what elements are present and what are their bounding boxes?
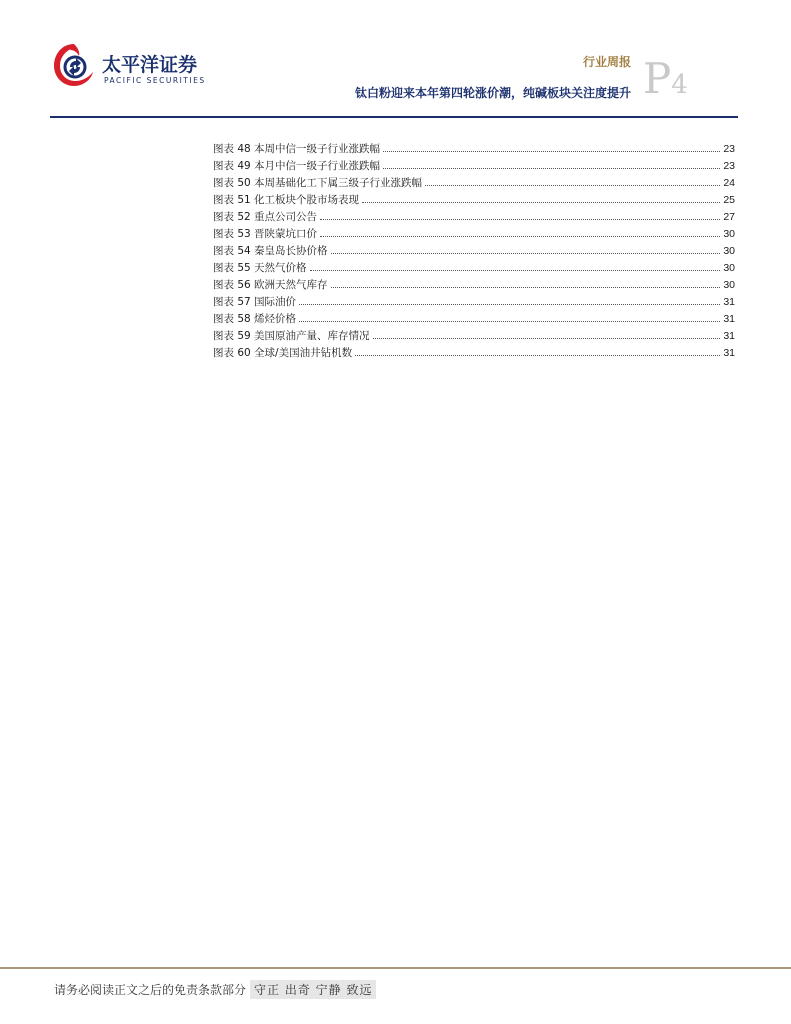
toc-entry[interactable] [213,226,735,243]
toc-entry-label: 图表 50 本周基础化工下属三级子行业涨跌幅 [213,177,423,189]
toc-entry-page: 31 [723,313,735,325]
toc-entry-page: 27 [723,211,735,223]
toc-entry-label: 图表 56 欧洲天然气库存 [213,279,328,291]
toc-entry-page: 23 [723,143,735,155]
disclaimer-text: 请务必阅读正文之后的免责条款部分 [54,983,247,997]
toc-dot-leader [331,244,721,254]
toc-entry-label: 图表 60 全球/美国油井钻机数 [213,347,353,359]
toc-entry-page: 31 [723,347,735,359]
toc-dot-leader [383,142,720,152]
toc-dot-leader [299,312,720,322]
toc-dot-leader [320,227,720,237]
toc-entry-label: 图表 58 烯烃价格 [213,313,297,325]
page-footer [54,980,376,999]
figure-index-list [213,141,735,362]
toc-dot-leader [362,193,720,203]
toc-entry-label: 图表 59 美国原油产量、库存情况 [213,330,370,342]
page-number-letter: P [643,54,672,103]
toc-dot-leader [425,176,720,186]
toc-entry[interactable] [213,175,735,192]
toc-entry[interactable] [213,141,735,158]
toc-entry-page: 30 [723,245,735,257]
toc-entry-label: 图表 48 本周中信一级子行业涨跌幅 [213,143,381,155]
report-title: 钛白粉迎来本年第四轮涨价潮，纯碱板块关注度提升 [354,86,631,100]
toc-entry-page: 25 [723,194,735,206]
toc-entry[interactable] [213,328,735,345]
pacific-securities-logo-icon [52,42,96,88]
page-number-digit: 4 [671,70,688,100]
toc-entry[interactable] [213,192,735,209]
toc-entry[interactable] [213,294,735,311]
toc-entry-page: 31 [723,296,735,308]
toc-entry-label: 图表 53 晋陕蒙坑口价 [213,228,318,240]
report-type-label: 行业周报 [582,55,631,69]
toc-entry[interactable] [213,243,735,260]
toc-entry-label: 图表 55 天然气价格 [213,262,307,274]
toc-dot-leader [373,329,721,339]
toc-entry-label: 图表 54 秦皇岛长协价格 [213,245,328,257]
toc-entry-page: 31 [723,330,735,342]
toc-entry[interactable] [213,277,735,294]
toc-entry[interactable] [213,209,735,226]
toc-entry[interactable] [213,311,735,328]
toc-entry[interactable] [213,345,735,362]
toc-dot-leader [331,278,721,288]
toc-entry-page: 23 [723,160,735,172]
footer-divider [0,967,791,969]
toc-dot-leader [383,159,720,169]
toc-entry-label: 图表 49 本月中信一级子行业涨跌幅 [213,160,381,172]
header-divider [50,116,738,118]
toc-entry-page: 30 [723,279,735,291]
logo-english-name: PACIFIC SECURITIES [104,76,206,85]
toc-entry[interactable] [213,260,735,277]
company-logo [52,40,212,90]
toc-entry-page: 24 [723,177,735,189]
toc-dot-leader [310,261,721,271]
company-motto: 守正 出奇 宁静 致远 [250,980,376,999]
logo-chinese-name: 太平洋证券 [102,54,198,76]
toc-entry-label: 图表 57 国际油价 [213,296,297,308]
toc-entry-page: 30 [723,262,735,274]
page-number [643,54,688,106]
toc-entry-page: 30 [723,228,735,240]
toc-entry[interactable] [213,158,735,175]
toc-dot-leader [299,295,720,305]
toc-dot-leader [320,210,720,220]
toc-dot-leader [355,346,720,356]
toc-entry-label: 图表 52 重点公司公告 [213,211,318,223]
toc-entry-label: 图表 51 化工板块个股市场表现 [213,194,360,206]
